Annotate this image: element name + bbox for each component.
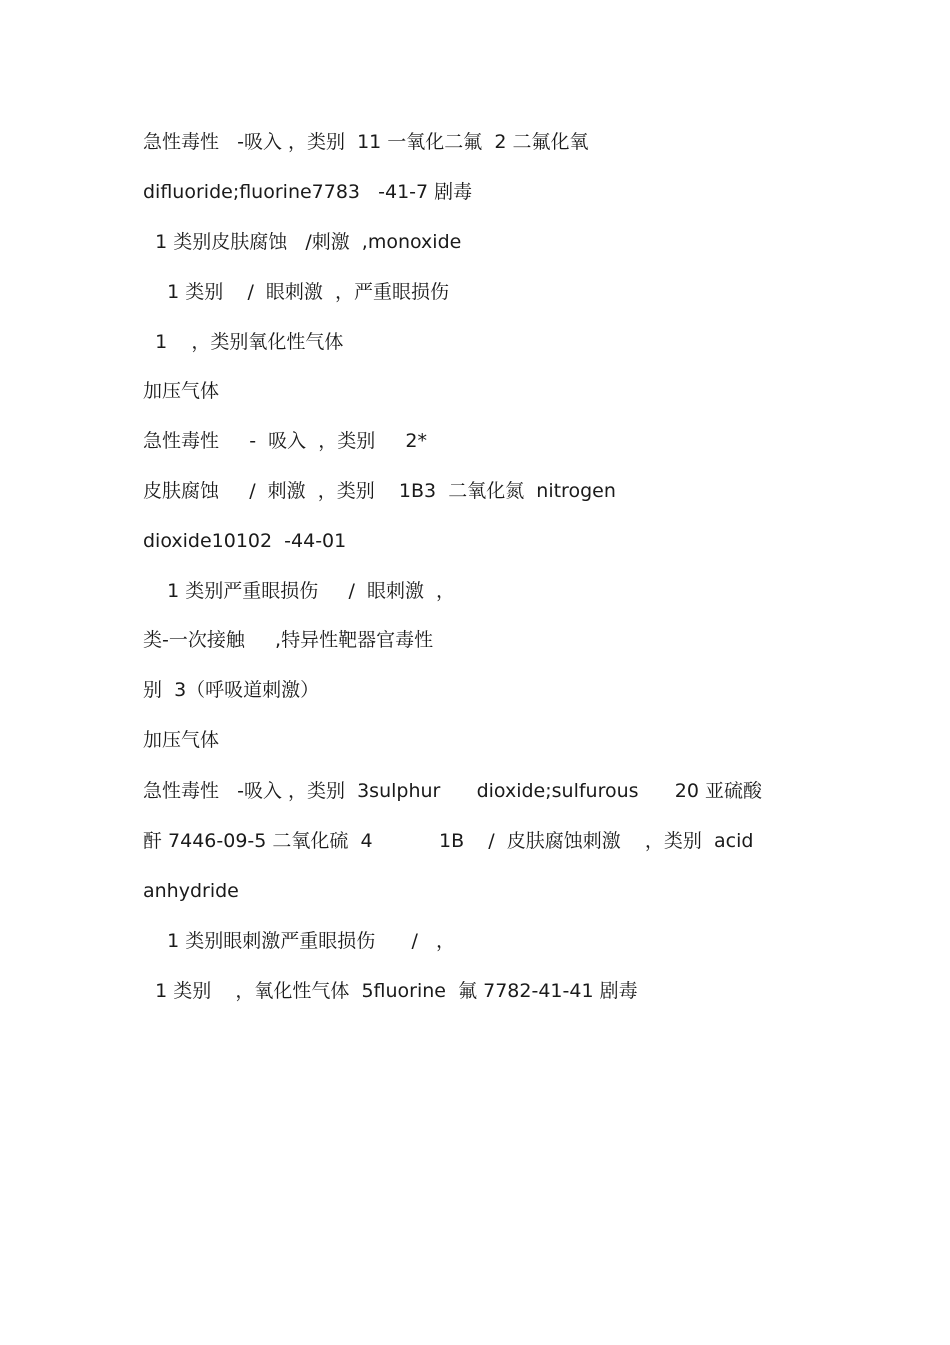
text-line-10: 1 类别严重眼损伤 / 眼刺激 ， (143, 580, 456, 602)
text-line-7: 急性毒性 - 吸入 ，类别 2* (143, 430, 427, 452)
text-line-3: 1 类别皮肤腐蚀 /刺激 ,monoxide (143, 231, 462, 253)
text-line-5: 1 ，类别氧化性气体 (143, 331, 344, 353)
text-line-15: 酐 7446-09-5 二氧化硫 4 1B / 皮肤腐蚀刺激 ，类别 acid (143, 830, 754, 852)
text-line-16: anhydride (143, 880, 239, 902)
text-line-18: 1 类别 ，氧化性气体 5fluorine 氟 7782-41-41 剧毒 (143, 980, 638, 1002)
text-line-13: 加压气体 (143, 729, 220, 751)
text-line-8: 皮肤腐蚀 / 刺激 ，类别 1B3 二氧化氮 nitrogen (143, 480, 616, 502)
text-line-9: dioxide10102 -44-01 (143, 530, 347, 552)
text-line-1: 急性毒性 -吸入 ，类别 11 一氧化二氟 2 二氟化氧 (143, 131, 589, 153)
text-line-12: 别 3（呼吸道刺激） (143, 679, 320, 701)
text-line-2: difluoride;fluorine7783 -41-7 剧毒 (143, 181, 473, 203)
text-line-11: 类-一次接触 ,特异性靶器官毒性 (143, 629, 434, 651)
text-line-6: 加压气体 (143, 380, 220, 402)
text-line-4: 1 类别 / 眼刺激 ，严重眼损伤 (143, 281, 450, 303)
text-line-17: 1 类别眼刺激严重眼损伤 / ， (143, 930, 456, 952)
text-line-14: 急性毒性 -吸入 ，类别 3sulphur dioxide;sulfurous 20 亚硫酸 (143, 780, 763, 802)
